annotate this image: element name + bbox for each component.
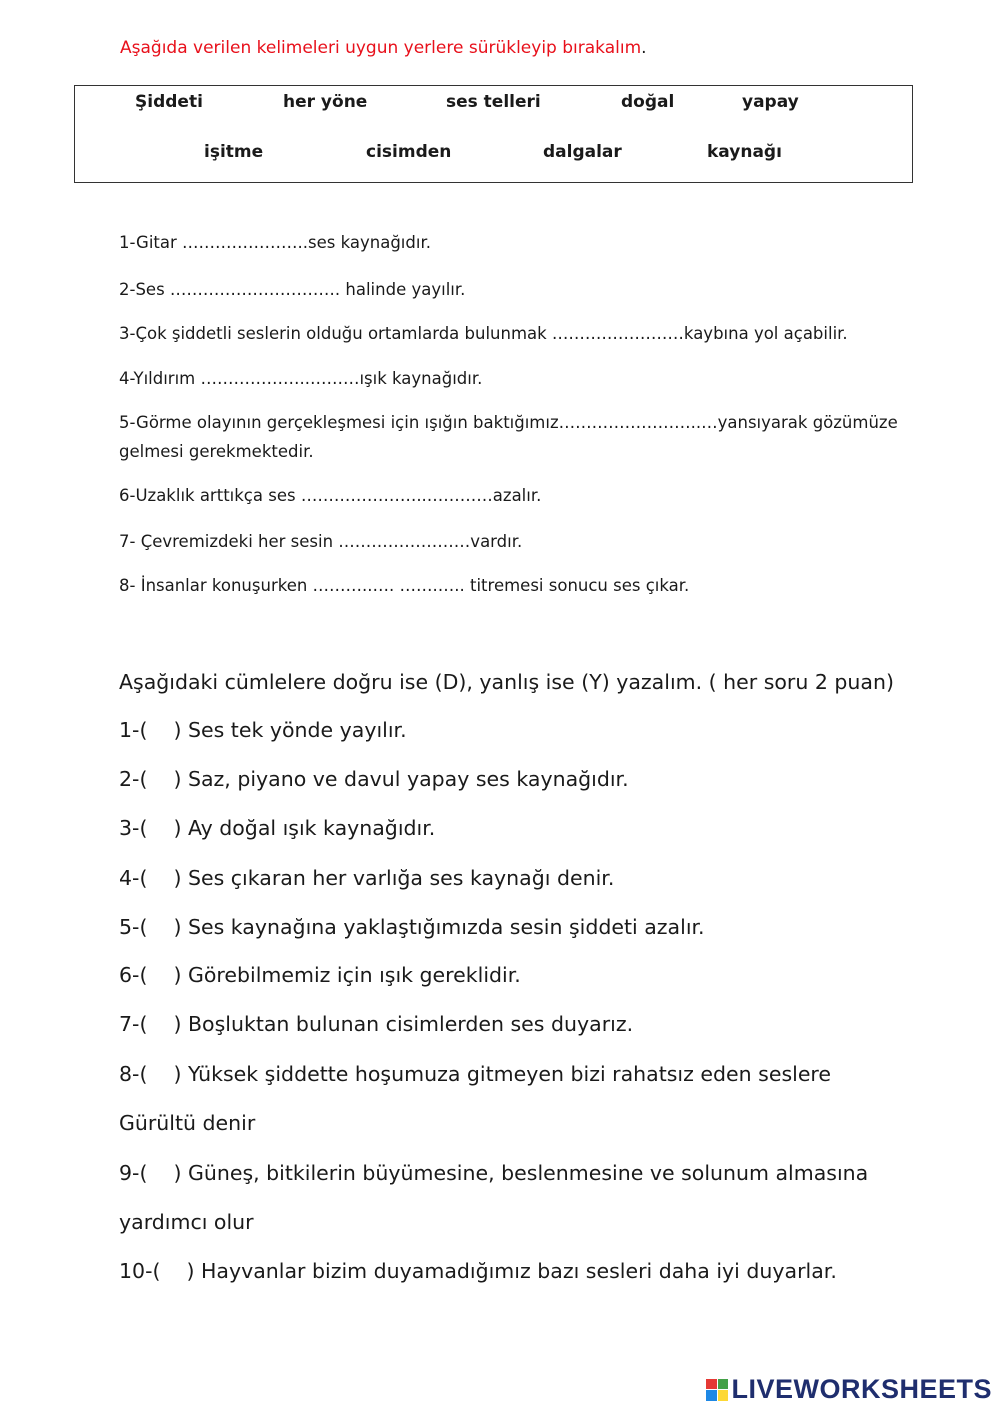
fill-sentence-5[interactable]: 5-Görme olayının gerçekleşmesi için ışığın baktığımız……………………..…yansıyarak gözümüze bbox=[119, 413, 898, 432]
liveworksheets-logo-icon bbox=[706, 1379, 728, 1401]
tf-answer-input-7[interactable] bbox=[147, 1013, 173, 1037]
word-chip-her-yone[interactable]: her yöne bbox=[283, 92, 368, 112]
word-chip-yapay[interactable]: yapay bbox=[742, 92, 799, 112]
word-chip-cisimden[interactable]: cisimden bbox=[366, 142, 452, 162]
tf-answer-input-8[interactable] bbox=[147, 1063, 173, 1087]
tf-item-6: 6-( ) Görebilmemiz için ışık gereklidir. bbox=[119, 963, 521, 987]
tf-item-1: 1-( ) Ses tek yönde yayılır. bbox=[119, 718, 407, 742]
tf-answer-input-4[interactable] bbox=[147, 867, 173, 891]
word-chip-ses-telleri[interactable]: ses telleri bbox=[446, 92, 541, 112]
tf-answer-input-6[interactable] bbox=[147, 964, 173, 988]
logo-square-yellow bbox=[718, 1390, 729, 1401]
tf-item-9: 9-( ) Güneş, bitkilerin büyümesine, beslenmesine ve solunum almasına bbox=[119, 1161, 869, 1185]
fill-sentence-2[interactable]: 2-Ses …………………………. halinde yayılır. bbox=[119, 280, 466, 299]
tf-item-2: 2-( ) Saz, piyano ve davul yapay ses kaynağıdır. bbox=[119, 767, 629, 791]
word-chip-dogal[interactable]: doğal bbox=[621, 92, 675, 112]
true-false-instruction: Aşağıdaki cümlelere doğru ise (D), yanlış ise (Y) yazalım. ( her soru 2 puan) bbox=[119, 670, 894, 694]
word-chip-siddeti[interactable]: Şiddeti bbox=[135, 92, 203, 112]
drag-instruction: Aşağıda verilen kelimeleri uygun yerlere sürükleyip bırakalım. bbox=[120, 38, 647, 58]
tf-item-9-continued: yardımcı olur bbox=[119, 1210, 254, 1234]
logo-square-red bbox=[706, 1379, 717, 1390]
fill-sentence-8[interactable]: 8- İnsanlar konuşurken ………..…. …….….. titremesi sonucu ses çıkar. bbox=[119, 576, 690, 595]
fill-sentence-6[interactable]: 6-Uzaklık arttıkça ses …………………..…………azalır. bbox=[119, 486, 542, 505]
tf-answer-input-1[interactable] bbox=[147, 719, 173, 743]
word-chip-dalgalar[interactable]: dalgalar bbox=[543, 142, 622, 162]
tf-item-8-continued: Gürültü denir bbox=[119, 1111, 256, 1135]
tf-answer-input-5[interactable] bbox=[147, 916, 173, 940]
fill-sentence-3[interactable]: 3-Çok şiddetli seslerin olduğu ortamlarda bulunmak ……………………kaybına yol açabilir. bbox=[119, 324, 848, 343]
liveworksheets-wordmark: LIVEWORKSHEETS bbox=[731, 1374, 992, 1404]
word-chip-isitme[interactable]: işitme bbox=[204, 142, 264, 162]
liveworksheets-brand[interactable] bbox=[706, 1374, 992, 1405]
fill-sentence-7[interactable]: 7- Çevremizdeki her sesin ……………………vardır. bbox=[119, 532, 523, 551]
tf-answer-input-3[interactable] bbox=[147, 817, 173, 841]
word-bank-box bbox=[74, 85, 913, 183]
fill-sentence-4[interactable]: 4-Yıldırım ………………..………ışık kaynağıdır. bbox=[119, 369, 483, 388]
word-chip-kaynagi[interactable]: kaynağı bbox=[707, 142, 782, 162]
logo-square-green bbox=[718, 1379, 729, 1390]
tf-item-4: 4-( ) Ses çıkaran her varlığa ses kaynağı denir. bbox=[119, 866, 615, 890]
tf-answer-input-9[interactable] bbox=[147, 1162, 173, 1186]
tf-item-8: 8-( ) Yüksek şiddette hoşumuza gitmeyen bizi rahatsız eden seslere bbox=[119, 1062, 832, 1086]
tf-answer-input-2[interactable] bbox=[147, 768, 173, 792]
tf-item-10: 10-( ) Hayvanlar bizim duyamadığımız bazı sesleri daha iyi duyarlar. bbox=[119, 1259, 837, 1283]
fill-sentence-1[interactable]: 1-Gitar …………………..ses kaynağıdır. bbox=[119, 233, 431, 252]
tf-item-7: 7-( ) Boşluktan bulunan cisimlerden ses duyarız. bbox=[119, 1012, 634, 1036]
tf-answer-input-10[interactable] bbox=[160, 1260, 186, 1284]
logo-square-blue bbox=[706, 1390, 717, 1401]
tf-item-3: 3-( ) Ay doğal ışık kaynağıdır. bbox=[119, 816, 436, 840]
fill-sentence-5-continued: gelmesi gerekmektedir. bbox=[119, 442, 314, 461]
tf-item-5: 5-( ) Ses kaynağına yaklaştığımızda sesin şiddeti azalır. bbox=[119, 915, 705, 939]
